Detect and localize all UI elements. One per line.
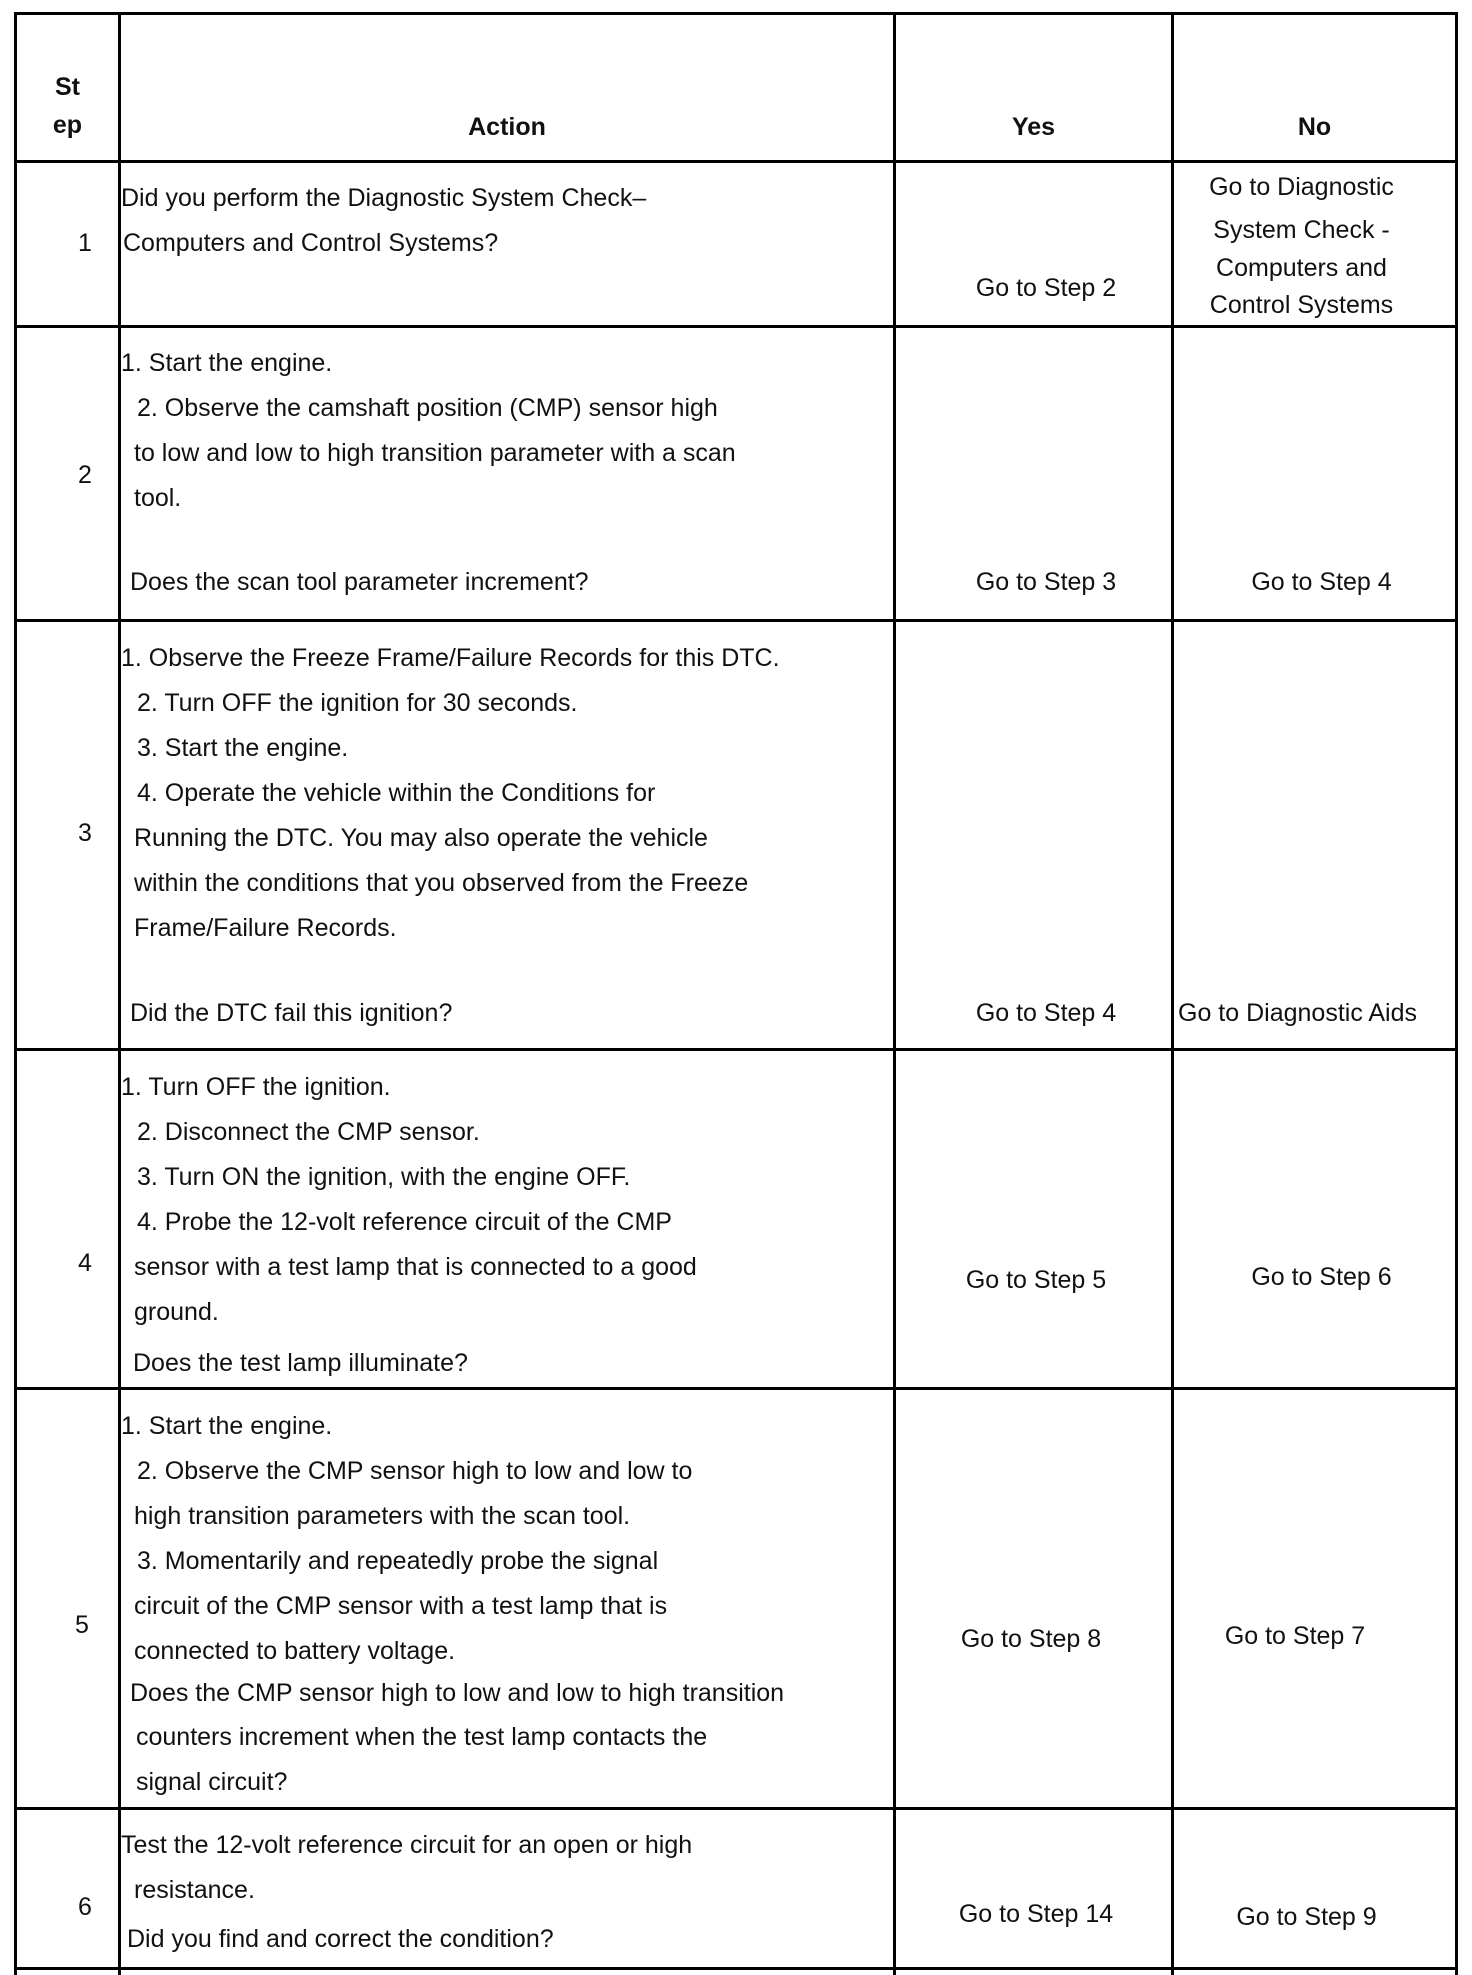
grid-line: [14, 1807, 1458, 1810]
action-line: 3. Start the engine.: [137, 734, 349, 762]
action-line: 3. Momentarily and repeatedly probe the signal: [137, 1547, 659, 1575]
action-line: 1. Turn OFF the ignition.: [121, 1073, 391, 1101]
header-step-line: ep: [52, 111, 83, 139]
grid-line: [1455, 12, 1458, 1975]
yes-cell: Go to Step 8: [960, 1625, 1102, 1653]
no-cell: Go to Step 7: [1224, 1622, 1366, 1650]
header-action: Action: [468, 113, 546, 141]
step-number: 4: [78, 1249, 92, 1277]
step-number: 1: [78, 229, 92, 257]
action-line: high transition parameters with the scan tool.: [134, 1502, 631, 1530]
action-line: 2. Disconnect the CMP sensor.: [137, 1118, 480, 1146]
no-cell-line: System Check -: [1213, 216, 1390, 244]
action-line: Test the 12-volt reference circuit for an open or high: [121, 1831, 693, 1859]
step-number: 3: [78, 819, 92, 847]
yes-cell: Go to Step 14: [958, 1900, 1114, 1928]
action-line: 2. Turn OFF the ignition for 30 seconds.: [137, 689, 578, 717]
action-line: 1. Observe the Freeze Frame/Failure Records for this DTC.: [121, 644, 780, 672]
action-line: Does the scan tool parameter increment?: [130, 568, 589, 596]
header-no: No: [1297, 113, 1332, 141]
no-cell: Go to Step 4: [1251, 568, 1392, 596]
action-line: to low and low to high transition parameter with a scan: [134, 439, 736, 467]
grid-line: [14, 12, 17, 1975]
no-cell: Go to Diagnostic Aids: [1178, 999, 1418, 1027]
header-yes: Yes: [1011, 113, 1056, 141]
action-line: signal circuit?: [136, 1768, 288, 1796]
step-number: 6: [78, 1893, 92, 1921]
action-line: within the conditions that you observed from the Freeze: [134, 869, 749, 897]
action-line: connected to battery voltage.: [134, 1637, 456, 1665]
grid-line: [14, 12, 1458, 15]
step-number: 5: [75, 1611, 89, 1639]
action-line: 2. Observe the camshaft position (CMP) sensor high: [137, 394, 718, 422]
yes-cell: Go to Step 3: [975, 568, 1117, 596]
step-number: 2: [78, 461, 92, 489]
action-line: sensor with a test lamp that is connected to a good: [134, 1253, 697, 1281]
action-line: counters increment when the test lamp contacts the: [136, 1723, 708, 1751]
yes-cell: Go to Step 4: [975, 999, 1117, 1027]
action-line: Did the DTC fail this ignition?: [130, 999, 453, 1027]
action-line: Computers and Control Systems?: [123, 229, 499, 257]
grid-line: [14, 1048, 1458, 1051]
action-line: 4. Probe the 12-volt reference circuit of the CMP: [137, 1208, 672, 1236]
action-line: Frame/Failure Records.: [134, 914, 397, 942]
no-cell: Go to Step 9: [1236, 1903, 1377, 1931]
no-cell-line: Control Systems: [1209, 291, 1394, 319]
header-step: [17, 68, 118, 144]
action-line: Running the DTC. You may also operate the vehicle: [134, 824, 708, 852]
action-line: 1. Start the engine.: [121, 349, 333, 377]
action-line: ground.: [134, 1298, 219, 1326]
grid-line: [14, 160, 1458, 163]
grid-line: [14, 325, 1458, 328]
no-cell-line: Go to Diagnostic: [1209, 173, 1394, 201]
yes-cell: Go to Step 2: [975, 274, 1117, 302]
grid-line: [893, 12, 896, 1975]
no-cell-line: Computers and: [1216, 254, 1387, 282]
action-line: Does the CMP sensor high to low and low to high transition: [130, 1679, 785, 1707]
action-line: circuit of the CMP sensor with a test lamp that is: [134, 1592, 668, 1620]
yes-cell: Go to Step 5: [965, 1266, 1107, 1294]
action-line: tool.: [134, 484, 182, 512]
grid-line: [118, 12, 121, 1975]
no-cell: Go to Step 6: [1251, 1263, 1392, 1291]
header-step-line: St: [55, 73, 80, 101]
action-line: 3. Turn ON the ignition, with the engine OFF.: [137, 1163, 631, 1191]
action-line: Did you perform the Diagnostic System Check–: [121, 184, 647, 212]
grid-line: [14, 619, 1458, 622]
action-line: 4. Operate the vehicle within the Conditions for: [137, 779, 656, 807]
action-line: Did you find and correct the condition?: [127, 1925, 554, 1953]
action-line: 1. Start the engine.: [121, 1412, 333, 1440]
action-line: 2. Observe the CMP sensor high to low and low to: [137, 1457, 693, 1485]
action-line: resistance.: [134, 1876, 255, 1904]
grid-line: [14, 1387, 1458, 1390]
action-line: Does the test lamp illuminate?: [133, 1349, 468, 1377]
